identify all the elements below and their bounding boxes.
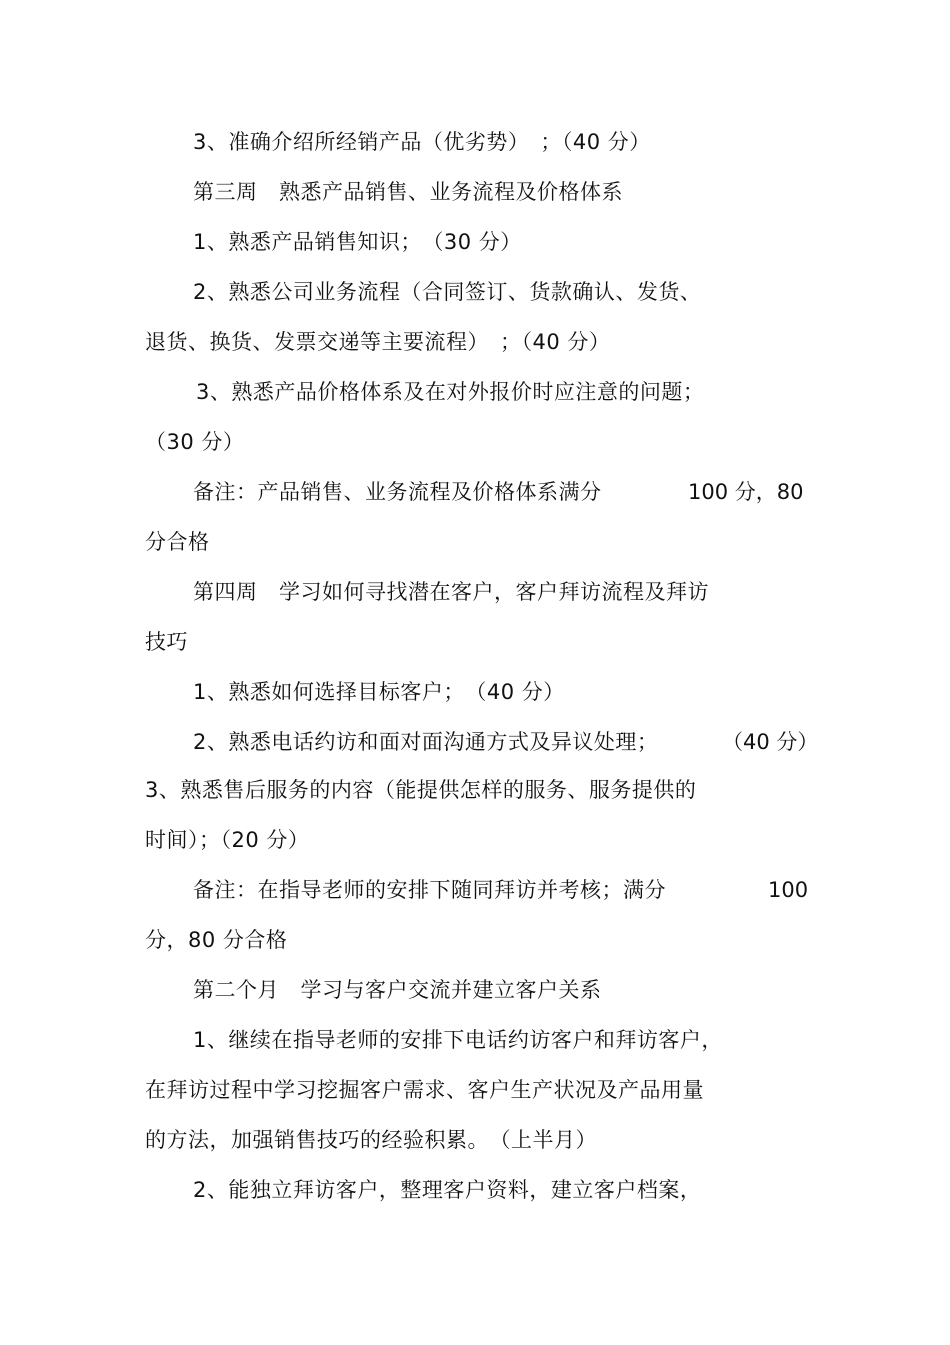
line-score: （40 分） (722, 730, 819, 754)
text-line: （30 分） (145, 430, 245, 454)
section-heading-week4: 第四周 学习如何寻找潜在客户，客户拜访流程及拜访 (193, 580, 709, 604)
note-score: 100 分，80 (688, 480, 804, 504)
text-line: 1、熟悉产品销售知识； （30 分） (193, 230, 522, 254)
text-line: 2、熟悉公司业务流程（合同签订、货款确认、发货、 (193, 280, 702, 304)
text-line: 2、能独立拜访客户，整理客户资料，建立客户档案， (193, 1178, 702, 1202)
note-line: 备注：产品销售、业务流程及价格体系满分 (193, 480, 602, 504)
note-line: 备注：在指导老师的安排下随同拜访并考核；满分 (193, 878, 666, 902)
text-line: 3、准确介绍所经销产品（优劣势） ；（40 分） (193, 130, 651, 154)
text-line: 1、熟悉如何选择目标客户； （40 分） (193, 680, 565, 704)
text-line: 1、继续在指导老师的安排下电话约访客户和拜访客户， (193, 1028, 723, 1052)
section-heading-month2: 第二个月 学习与客户交流并建立客户关系 (193, 978, 602, 1002)
text-line: 3、熟悉产品价格体系及在对外报价时应注意的问题； (196, 380, 705, 404)
text-line: 在拜访过程中学习挖掘客户需求、客户生产状况及产品用量 (145, 1078, 704, 1102)
text-line: 的方法，加强销售技巧的经验积累。 （上半月） (145, 1128, 597, 1152)
section-heading-week3: 第三周 熟悉产品销售、业务流程及价格体系 (193, 180, 623, 204)
text-line: 退货、换货、发票交递等主要流程） ；（40 分） (145, 330, 611, 354)
text-line: 分，80 分合格 (145, 928, 288, 952)
text-line: 时间）；（20 分） (145, 828, 310, 852)
text-line: 分合格 (145, 530, 210, 554)
text-line: 2、熟悉电话约访和面对面沟通方式及异议处理； (193, 730, 659, 754)
text-line: 技巧 (145, 630, 188, 654)
text-line: 3、熟悉售后服务的内容（能提供怎样的服务、服务提供的 (145, 778, 697, 802)
note-score: 100 (768, 878, 809, 902)
